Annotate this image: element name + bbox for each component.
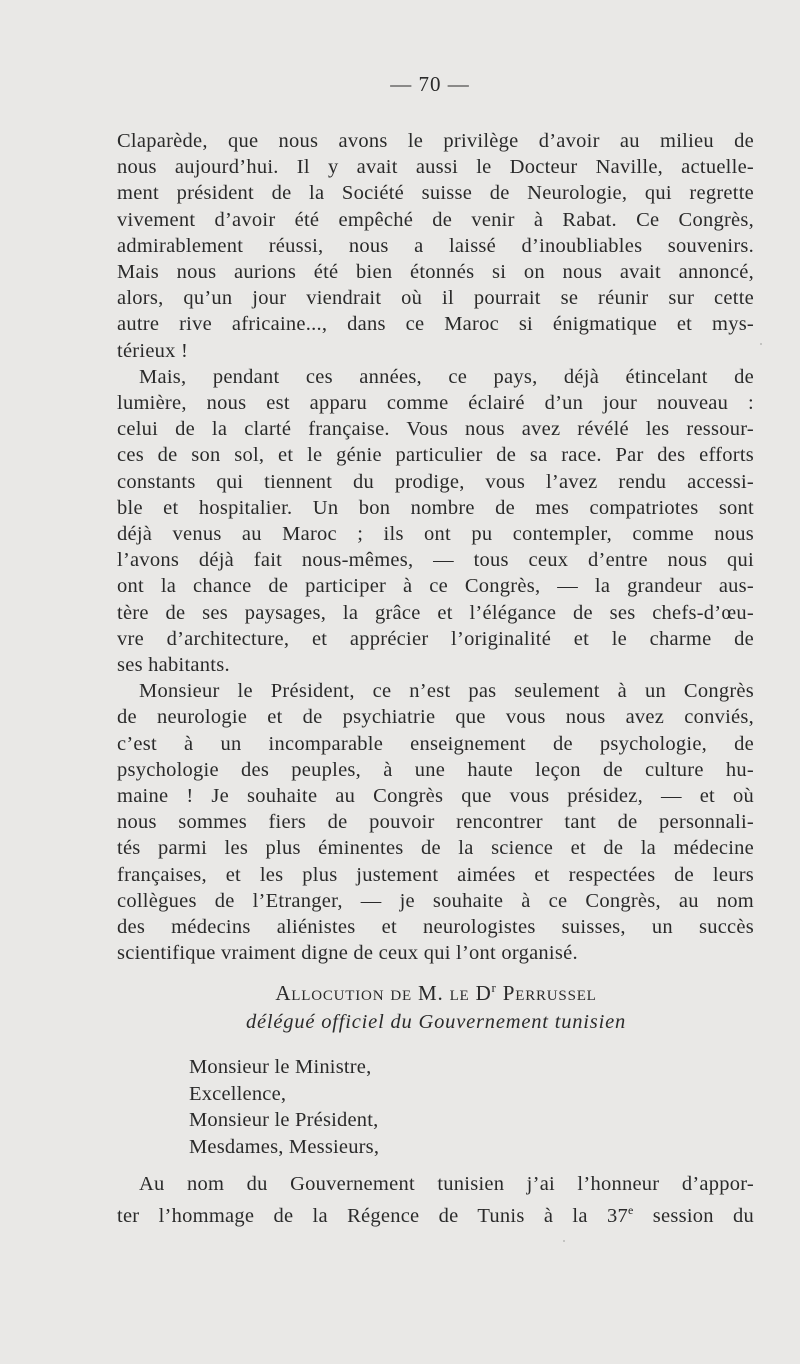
text-line: Au nom du Gouvernement tunisien j’ai l’honneur d’appor- (139, 1173, 754, 1195)
section-subtitle: délégué officiel du Gouvernement tunisien (245, 1011, 627, 1033)
text-line: c’est à un incomparable enseignement de psychologie, de (117, 732, 754, 755)
text-line: maine ! Je souhaite au Congrès que vous présidez, — et où (117, 785, 754, 808)
text-line: psychologie des peuples, à une haute leçon de culture hu- (117, 758, 754, 781)
salutation-line: Mesdames, Messieurs, (189, 1135, 380, 1158)
text-line: tés parmi les plus éminentes de la science et de la médecine (117, 837, 754, 860)
text-line: déjà venus au Maroc ; ils ont pu contempler, comme nous (117, 523, 754, 546)
text-line-part: session du (652, 1205, 754, 1228)
section-heading (0, 980, 800, 1006)
text-line: Mais, pendant ces années, ce pays, déjà étincelant de (139, 365, 754, 388)
text-line: Monsieur le Président, ce n’est pas seulement à un Congrès (139, 680, 754, 703)
text-line: collègues de l’Etranger, — je souhaite à ce Congrès, au nom (117, 889, 754, 912)
text-line: de neurologie et de psychiatrie que vous nous avez conviés, (117, 706, 754, 729)
body-text (117, 128, 754, 967)
text-line: admirablement réussi, nous a laissé d’inoubliables souvenirs. (117, 234, 754, 257)
text-line: l’avons déjà fait nous-mêmes, — tous ceux d’entre nous qui (117, 549, 754, 572)
text-line (117, 1197, 754, 1229)
ordinal-sup: e (627, 1203, 634, 1218)
text-line: ces de son sol, et le génie particulier de sa race. Par des efforts (117, 444, 754, 467)
text-line: alors, qu’un jour viendrait où il pourrait se réunir sur cette (117, 287, 754, 310)
text-line: françaises, et les plus justement aimées et respectées de leurs (117, 863, 754, 886)
text-line: autre rive africaine..., dans ce Maroc si énigmatique et mys- (117, 313, 754, 336)
heading-title-name: Perrussel (502, 981, 597, 1005)
text-line: térieux ! (117, 339, 189, 362)
text-line: nous sommes fiers de pouvoir rencontrer tant de personnali- (117, 811, 754, 834)
closing-paragraph (117, 1171, 754, 1229)
text-line: ble et hospitalier. Un bon nombre de mes compatriotes sont (117, 496, 754, 519)
text-line: ont la chance de participer à ce Congrès, — la grandeur aus- (117, 575, 754, 598)
text-line-part: ter l’hommage de la Régence de Tunis à la 37 (117, 1205, 628, 1228)
salutation-line: Excellence, (189, 1082, 287, 1105)
text-line: Mais nous aurions été bien étonnés si on nous avait annoncé, (117, 261, 754, 284)
salutations (189, 1054, 379, 1160)
text-line: vre d’architecture, et apprécier l’originalité et le charme de (117, 627, 754, 650)
paper-speck (760, 343, 762, 345)
paper-speck (563, 1240, 565, 1242)
page-number: — 70 — (390, 72, 470, 96)
text-line: constants qui tiennent du prodige, vous l’avez rendu accessi- (117, 470, 754, 493)
salutation-line: Monsieur le Président, (189, 1109, 379, 1131)
text-line: ses habitants. (117, 654, 230, 677)
text-line: ment président de la Société suisse de Neurologie, qui regrette (117, 182, 754, 205)
text-line: celui de la clarté française. Vous nous avez révélé les ressour- (117, 418, 754, 441)
heading-title-prefix: Allocution de M. le D (275, 981, 492, 1005)
text-line: nous aujourd’hui. Il y avait aussi le Docteur Naville, actuelle- (117, 156, 754, 179)
text-line: tère de ses paysages, la grâce et l’élégance de ses chefs-d’œu- (117, 601, 754, 624)
heading-title-sup: r (491, 980, 497, 995)
text-line: Claparède, que nous avons le privilège d’avoir au milieu de (117, 130, 754, 152)
text-line: vivement d’avoir été empêché de venir à Rabat. Ce Congrès, (117, 208, 754, 231)
text-line: scientifique vraiment digne de ceux qui l’ont organisé. (117, 942, 578, 965)
salutation-line: Monsieur le Ministre, (189, 1056, 372, 1078)
text-line: lumière, nous est apparu comme éclairé d’un jour nouveau : (117, 392, 754, 415)
text-line: des médecins aliénistes et neurologistes suisses, un succès (117, 916, 754, 939)
